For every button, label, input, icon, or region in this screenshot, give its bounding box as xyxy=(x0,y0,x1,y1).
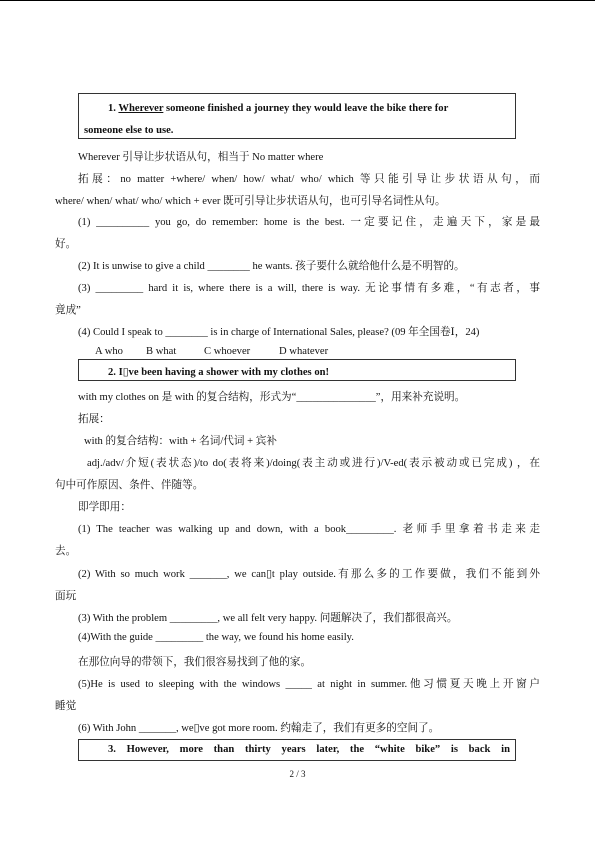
with-complement-line-2: 句中可作原因、条件、伴随等。 xyxy=(55,480,204,491)
wherever-intro: Wherever 引导让步状语从句，相当于 No matter where xyxy=(78,152,324,163)
with-structure: with 的复合结构：with + 名词/代词 + 宾补 xyxy=(84,436,277,447)
section-1-number: 1. xyxy=(108,103,116,114)
practice-1-line-2: 去。 xyxy=(55,546,77,557)
expand-2-label: 拓展： xyxy=(78,414,110,425)
question-4: (4) Could I speak to ________ is in charge of International Sales, please? (09 年全国卷Ⅰ，24) xyxy=(78,327,480,338)
practice-2-line-2: 面玩 xyxy=(55,591,77,602)
option-b: B what xyxy=(146,346,177,357)
question-3-line-1: (3) _________ hard it is, where there is a will, there is way. 无论事情有多难，“有志者，事 xyxy=(78,283,540,294)
page-number: 2 / 3 xyxy=(289,769,306,779)
practice-4-line-2: 在那位向导的带领下，我们很容易找到了他的家。 xyxy=(78,657,312,668)
practice-5-line-2: 睡觉 xyxy=(55,701,77,712)
option-d: D whatever xyxy=(279,346,329,357)
expand-1-line-2: where/ when/ what/ who/ which + ever 既可引导让步状语从句，也可引导名词性从句。 xyxy=(55,196,446,207)
section-1-line-1 xyxy=(108,103,448,114)
practice-label: 即学即用： xyxy=(78,502,131,513)
question-2: (2) It is unwise to give a child ________ he wants. 孩子要什么就给他什么是不明智的。 xyxy=(78,261,465,272)
expand-1-line-1: 拓展：no matter +where/ when/ how/ what/ who/ which 等只能引导让步状语从句，而 xyxy=(78,174,540,185)
section-3-title: 3. However, more than thirty years later, the “white bike” is back in xyxy=(108,744,510,755)
practice-6: (6) With John _______, we▯ve got more room. 约翰走了，我们有更多的空间了。 xyxy=(78,723,440,734)
question-3-line-2: 竟成” xyxy=(55,305,81,316)
section-2-explanation: with my clothes on 是 with 的复合结构，形式为“_______________”，用来补充说明。 xyxy=(78,392,466,403)
section-2-title: 2. I▯ve been having a shower with my clothes on! xyxy=(108,367,330,378)
page-top-border xyxy=(0,0,595,1)
with-complement-line-1: adj./adv/介短(表状态)/to do(表将来)/doing(表主动或进行)/V-ed(表示被动或已完成) ，在 xyxy=(87,458,540,469)
practice-1-line-1: (1) The teacher was walking up and down, with a book_________. 老师手里拿着书走来走 xyxy=(78,524,540,535)
practice-2-line-1: (2) With so much work _______, we can▯t play outside.有那么多的工作要做，我们不能到外 xyxy=(78,569,540,580)
section-1-sentence: someone finished a journey they would leave the bike there for xyxy=(166,103,449,114)
practice-4-line-1: (4)With the guide _________ the way, we found his home easily. xyxy=(78,632,354,643)
question-1-line-1: (1) __________ you go, do remember: home is the best. 一定要记住，走遍天下，家是最 xyxy=(78,217,540,228)
option-a: A who xyxy=(95,346,123,357)
option-c: C whoever xyxy=(204,346,251,357)
practice-3: (3) With the problem _________, we all felt very happy. 问题解决了，我们都很高兴。 xyxy=(78,613,458,624)
practice-5-line-1: (5)He is used to sleeping with the windows _____ at night in summer.他习惯夏天晚上开窗户 xyxy=(78,679,540,690)
question-1-line-2: 好。 xyxy=(55,239,77,250)
section-1-line-2: someone else to use. xyxy=(84,125,174,136)
section-1-keyword: Wherever xyxy=(118,103,164,114)
